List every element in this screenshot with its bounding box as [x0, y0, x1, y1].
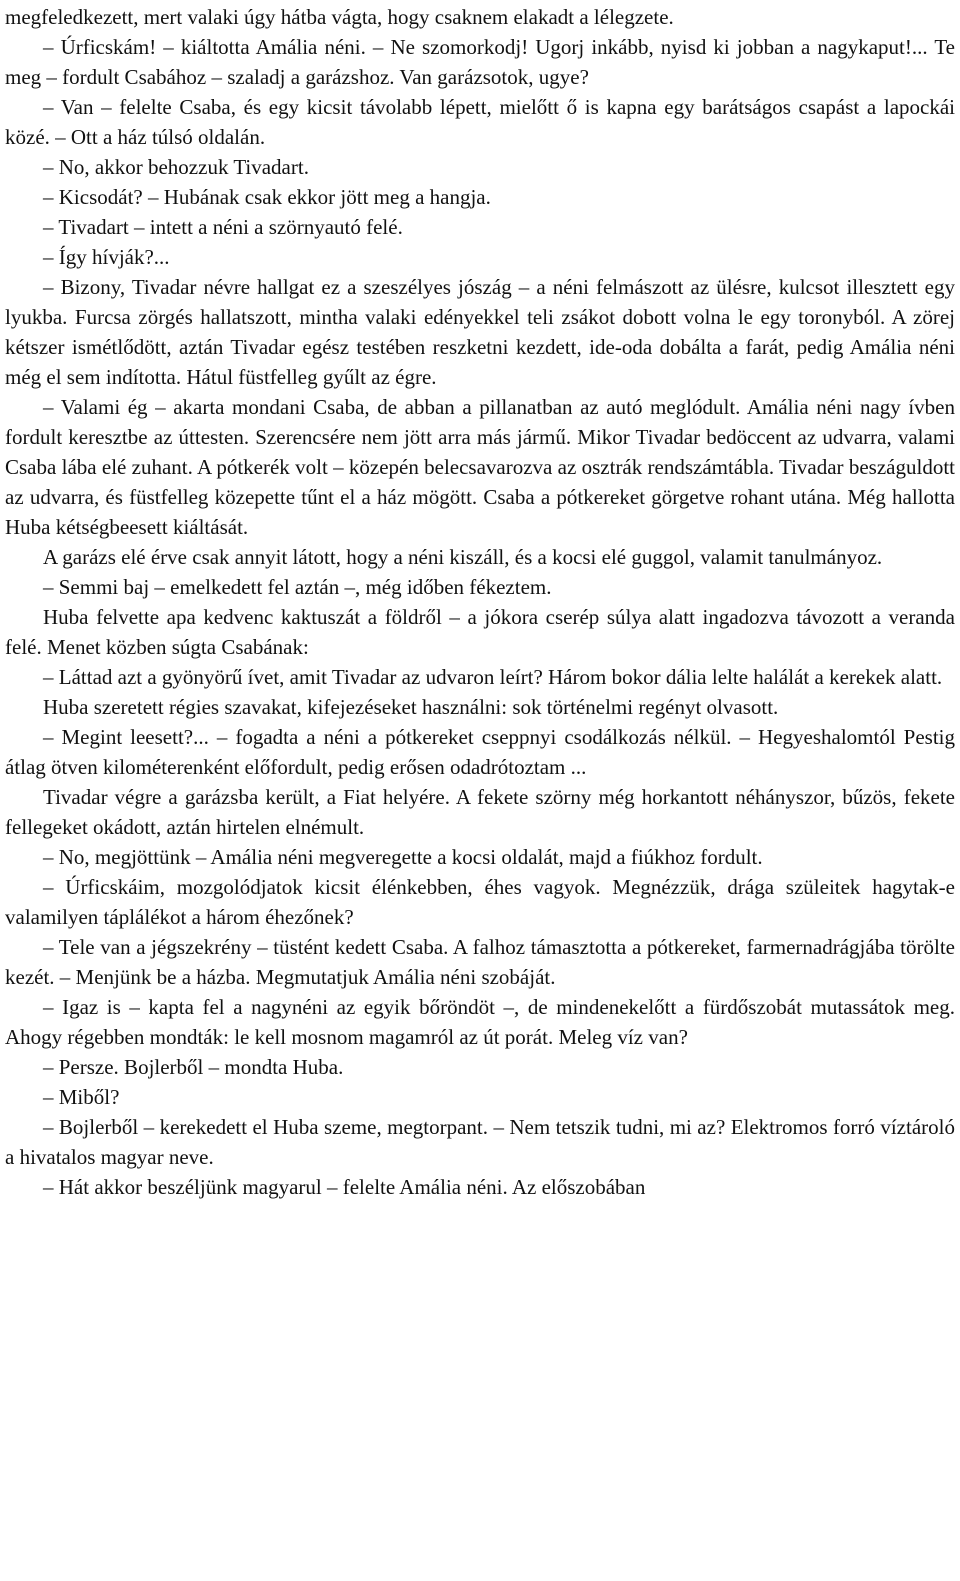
paragraph: – Úrficskám! – kiáltotta Amália néni. – Ne szomorkodj! Ugorj inkább, nyisd ki jobban a nagykaput!... Te meg – fordult Csabához – szaladj a garázshoz. Van garázsotok, ugye? [5, 35, 955, 89]
document-page [5, 0, 955, 1202]
paragraph: Tivadar végre a garázsba került, a Fiat helyére. A fekete szörny még horkantott néhányszor, bűzös, fekete fellegeket okádott, aztán hirtelen elnémult. [5, 785, 955, 839]
paragraph: – Tivadart – intett a néni a szörnyautó felé. [43, 215, 403, 239]
paragraph: – Semmi baj – emelkedett fel aztán –, még időben fékeztem. [43, 575, 552, 599]
paragraph: – Miből? [43, 1085, 120, 1109]
paragraph: – Kicsodát? – Hubának csak ekkor jött meg a hangja. [43, 185, 491, 209]
paragraph: – Bizony, Tivadar névre hallgat ez a szeszélyes jószág – a néni felmászott az ülésre, kulcsot illesztett egy lyukba. Furcsa zörgés hallatszott, mintha valaki edényekkel teli zsákot dobott volna le egy toronyból. A zörej kétszer ismétlődött, aztán Tivadar egész testében reszketni kezdett, ide-oda dobálta a farát, pedig Amália néni még el sem indította. Hátul füstfelleg gyűlt az égre. [5, 275, 955, 389]
paragraph: – Persze. Bojlerből – mondta Huba. [43, 1055, 344, 1079]
paragraph: – Úrficskáim, mozgolódjatok kicsit élénkebben, éhes vagyok. Megnézzük, drága szüleitek hagytak-e valamilyen táplálékot a három éhezőnek? [5, 875, 955, 929]
paragraph: – Bojlerből – kerekedett el Huba szeme, megtorpant. – Nem tetszik tudni, mi az? Elektromos forró víztároló a hivatalos magyar neve. [5, 1115, 955, 1169]
paragraph: Huba szeretett régies szavakat, kifejezéseket használni: sok történelmi regényt olvasott. [43, 695, 779, 719]
paragraph: – Így hívják?... [43, 245, 170, 269]
paragraph: A garázs elé érve csak annyit látott, hogy a néni kiszáll, és a kocsi elé guggol, valamit tanulmányoz. [43, 545, 883, 569]
paragraph: – Hát akkor beszéljünk magyarul – felelte Amália néni. Az előszobában [43, 1175, 646, 1199]
paragraph: megfeledkezett, mert valaki úgy hátba vágta, hogy csaknem elakadt a lélegzete. [5, 5, 674, 29]
paragraph: – Valami ég – akarta mondani Csaba, de abban a pillanatban az autó meglódult. Amália néni nagy ívben fordult keresztbe az úttesten. Szerencsére nem jött arra más jármű. Mikor Tivadar bedöccent az udvarra, valami Csaba lába elé zuhant. A pótkerék volt – közepén belecsavarozva az osztrák rendszámtábla. Tivadar beszáguldott az udvarra, és füstfelleg közepette tűnt el a ház mögött. Csaba a pótkereket görgetve rohant utána. Még hallotta Huba kétségbeesett kiáltását. [5, 395, 955, 539]
paragraph: – No, akkor behozzuk Tivadart. [43, 155, 309, 179]
paragraph: – Igaz is – kapta fel a nagynéni az egyik bőröndöt –, de mindenekelőtt a fürdőszobát mutassátok meg. Ahogy régebben mondták: le kell mosnom magamról az út porát. Meleg víz van? [5, 995, 955, 1049]
paragraph: Huba felvette apa kedvenc kaktuszát a földről – a jókora cserép súlya alatt ingadozva távozott a veranda felé. Menet közben súgta Csabának: [5, 605, 955, 659]
paragraph: – Láttad azt a gyönyörű ívet, amit Tivadar az udvaron leírt? Három bokor dália lelte halálát a kerekek alatt. [43, 665, 943, 689]
paragraph: – Van – felelte Csaba, és egy kicsit távolabb lépett, mielőtt ő is kapna egy barátságos csapást a lapockái közé. – Ott a ház túlsó oldalán. [5, 95, 955, 149]
paragraph: – Megint leesett?... – fogadta a néni a pótkereket cseppnyi csodálkozás nélkül. – Hegyeshalomtól Pestig átlag ötven kilométerenként előfordult, pedig erősen odadrótoztam ... [5, 725, 955, 779]
paragraph: – Tele van a jégszekrény – tüstént kedett Csaba. A falhoz támasztotta a pótkereket, farmernadrágjába törölte kezét. – Menjünk be a házba. Megmutatjuk Amália néni szobáját. [5, 935, 955, 989]
paragraph: – No, megjöttünk – Amália néni megveregette a kocsi oldalát, majd a fiúkhoz fordult. [43, 845, 763, 869]
